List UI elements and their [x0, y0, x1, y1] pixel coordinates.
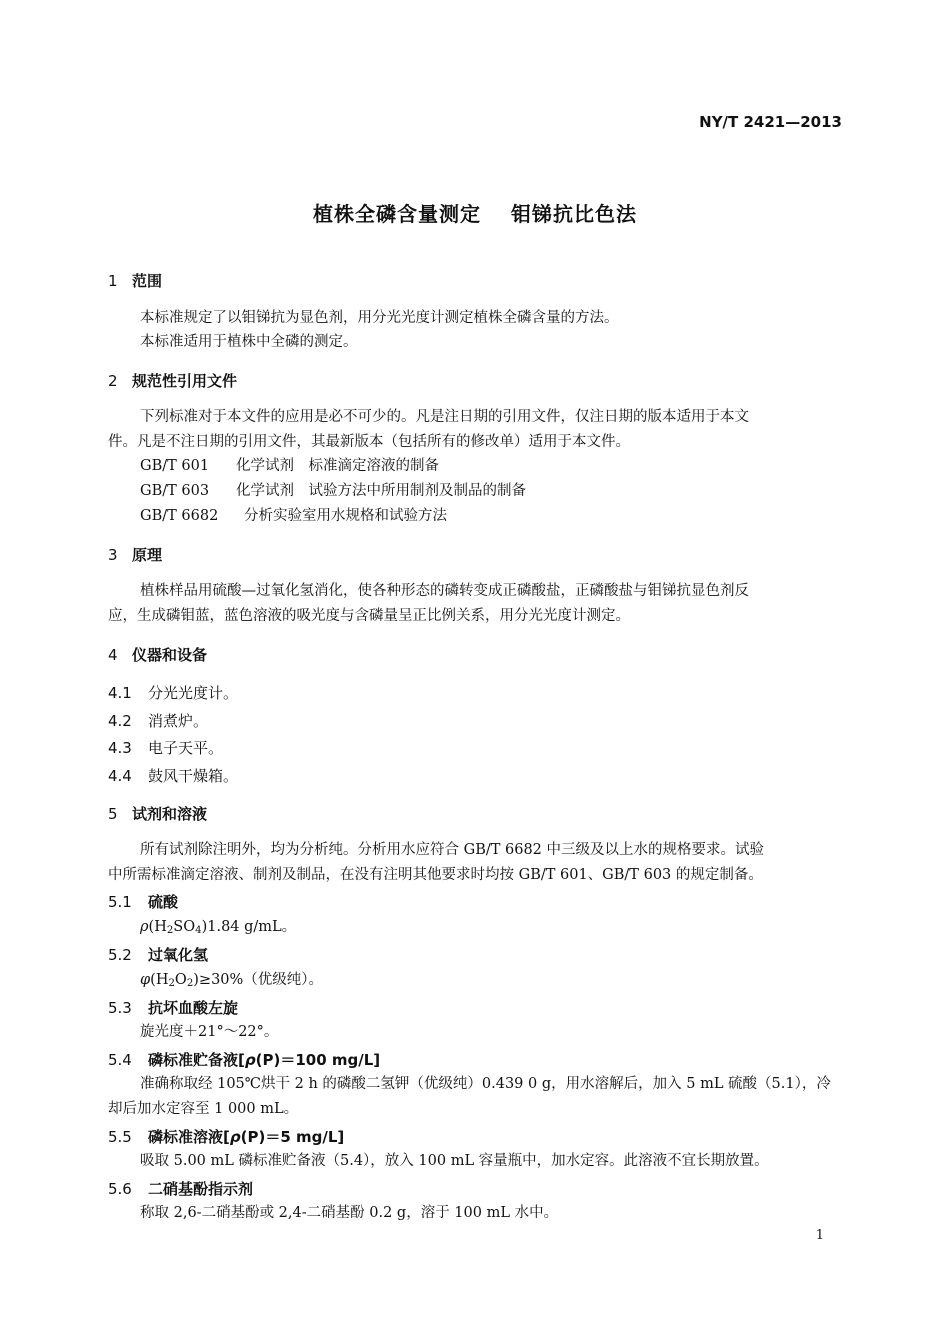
optical-rotation: 旋光度＋21°～22°。 [140, 1024, 279, 1040]
section-1-paragraph-1: 本标准规定了以钼锑抗为显色剂，用分光光度计测定植株全磷含量的方法。 [140, 310, 619, 326]
reference-item: GB/T 603 化学试剂 试验方法中所用制剂及制品的制备 [140, 483, 526, 499]
section-2-paragraph-line-2: 件。凡是不注日期的引用文件，其最新版本（包括所有的修改单）适用于本文件。 [108, 434, 630, 450]
section-3-paragraph-line-2: 应，生成磷钼蓝，蓝色溶液的吸光度与含磷量呈正比例关系，用分光光度计测定。 [108, 608, 630, 624]
subsection-5-1-heading: 5.1 硫酸 [108, 893, 179, 911]
reference-item: GB/T 601 化学试剂 标准滴定溶液的制备 [140, 458, 439, 474]
subsection-5-6-paragraph: 称取 2,6-二硝基酚或 2,4-二硝基酚 0.2 g，溶于 100 mL 水中。 [140, 1205, 559, 1221]
section-2-heading: 2 规范性引用文件 [108, 372, 238, 390]
document-title [0, 198, 950, 227]
equipment-item: 4.3 电子天平。 [108, 739, 224, 757]
equipment-item: 4.4 鼓风干燥箱。 [108, 767, 239, 785]
title-part-2: 钼锑抗比色法 [511, 202, 637, 226]
title-part-1: 植株全磷含量测定 [313, 202, 481, 226]
section-3-heading: 3 原理 [108, 546, 163, 564]
section-1-heading: 1 范围 [108, 272, 163, 290]
equipment-item: 4.2 消煮炉。 [108, 712, 209, 730]
section-3-paragraph-line-1: 植株样品用硫酸—过氧化氢消化，使各种形态的磷转变成正磷酸盐，正磷酸盐与钼锑抗显色剂反 [140, 583, 749, 599]
subsection-5-6-heading: 5.6 二硝基酚指示剂 [108, 1180, 254, 1198]
section-5-paragraph-line-2: 中所需标准滴定溶液、制剂及制品，在没有注明其他要求时均按 GB/T 601、GB/T 603 的规定制备。 [108, 867, 763, 883]
reference-item: GB/T 6682 分析实验室用水规格和试验方法 [140, 508, 447, 524]
section-5-paragraph-line-1: 所有试剂除注明外，均为分析纯。分析用水应符合 GB/T 6682 中三级及以上水的规格要求。试验 [140, 842, 765, 858]
subsection-5-4-paragraph-line-1: 准确称取经 105℃烘干 2 h 的磷酸二氢钾（优级纯）0.439 0 g，用水溶解后，加入 5 mL 硫酸（5.1），冷 [140, 1076, 831, 1092]
section-4-heading: 4 仪器和设备 [108, 646, 208, 664]
equipment-item: 4.1 分光光度计。 [108, 684, 239, 702]
sulfuric-acid-density: $\rho(H_2SO_4)1.84$ g/mL。 [140, 919, 297, 936]
document-code: NY/T 2421—2013 [699, 113, 842, 131]
subsection-5-4-heading: 5.4 磷标准贮备液[ρ(P)＝100 mg/L] [108, 1051, 381, 1069]
section-2-paragraph-line-1: 下列标准对于本文件的应用是必不可少的。凡是注日期的引用文件，仅注日期的版本适用于本文 [140, 409, 749, 425]
subsection-5-5-paragraph: 吸取 5.00 mL 磷标准贮备液（5.4），放入 100 mL 容量瓶中，加水定容。此溶液不宜长期放置。 [140, 1153, 769, 1169]
hydrogen-peroxide-concentration: $\varphi(H_2O_2)\ge 30\%$（优级纯）。 [140, 972, 324, 989]
subsection-5-5-heading: 5.5 磷标准溶液[ρ(P)＝5 mg/L] [108, 1128, 345, 1146]
section-5-heading: 5 试剂和溶液 [108, 805, 208, 823]
section-1-paragraph-2: 本标准适用于植株中全磷的测定。 [140, 334, 358, 350]
subsection-5-3-heading: 5.3 抗坏血酸左旋 [108, 999, 239, 1017]
subsection-5-4-paragraph-line-2: 却后加水定容至 1 000 mL。 [108, 1101, 299, 1117]
subsection-5-2-heading: 5.2 过氧化氢 [108, 946, 209, 964]
page-number: 1 [815, 1228, 824, 1243]
